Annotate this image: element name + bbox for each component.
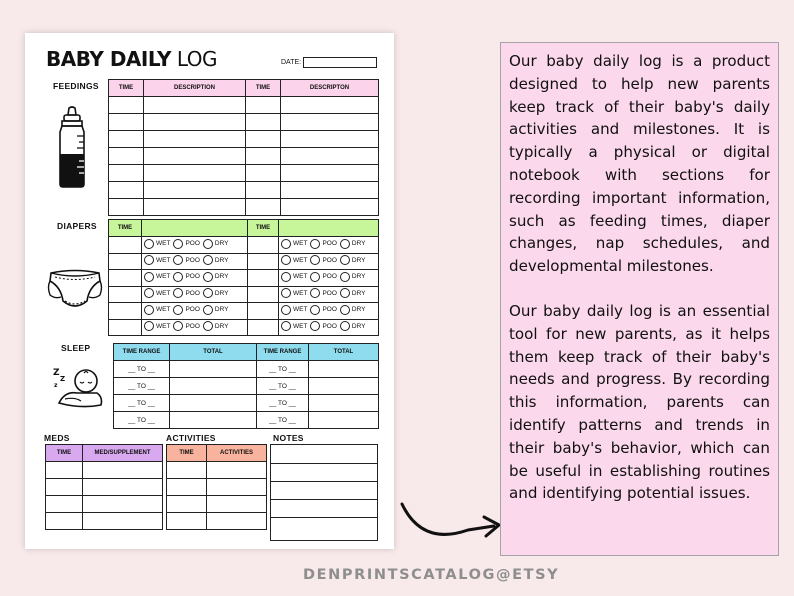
diaper-options xyxy=(142,237,248,254)
diaper-option[interactable] xyxy=(310,239,336,249)
table-row[interactable] xyxy=(114,361,379,378)
diaper-option-label: POO xyxy=(322,322,337,330)
diaper-option[interactable] xyxy=(281,272,307,282)
table-row[interactable] xyxy=(109,319,379,336)
meds-header: MED/SUPPLEMENT xyxy=(83,445,163,462)
table-row[interactable] xyxy=(46,462,163,479)
activities-label: ACTIVITIES xyxy=(166,433,216,443)
description-paragraph: Our baby daily log is a product designed to help new parents keep track of their baby's daily activities and milestones. It is typically a physical or digital notebook with sections for recording important information, such as feeding times, diaper changes, nap schedules, and developmental milestones. xyxy=(509,52,770,276)
diaper-option-label: DRY xyxy=(214,289,229,297)
sleep-header: TIME RANGE xyxy=(257,344,309,361)
time-cell[interactable] xyxy=(109,270,142,287)
notes-line xyxy=(271,517,377,518)
checkbox-circle-icon[interactable] xyxy=(340,288,350,298)
diapers-label: DIAPERS xyxy=(57,221,97,231)
checkbox-circle-icon[interactable] xyxy=(310,272,320,282)
sleeping-baby-icon xyxy=(51,363,105,414)
diaper-options xyxy=(279,270,379,287)
svg-text:z: z xyxy=(54,382,58,389)
time-range: __ TO __ xyxy=(257,361,309,378)
table-row[interactable] xyxy=(109,253,379,270)
diaper-option-label: WET xyxy=(293,240,308,248)
checkbox-circle-icon[interactable] xyxy=(203,321,213,331)
notes-label: NOTES xyxy=(273,433,304,443)
diaper-icon xyxy=(47,267,103,318)
table-row[interactable] xyxy=(167,462,267,479)
notes-line xyxy=(271,499,377,500)
checkbox-circle-icon[interactable] xyxy=(310,239,320,249)
checkbox-circle-icon[interactable] xyxy=(144,255,154,265)
diaper-option-label: POO xyxy=(185,273,200,281)
diaper-option-label: DRY xyxy=(214,240,229,248)
checkbox-circle-icon[interactable] xyxy=(144,305,154,315)
diaper-option-label: DRY xyxy=(214,256,229,264)
time-range: __ TO __ xyxy=(114,378,170,395)
checkbox-circle-icon[interactable] xyxy=(203,255,213,265)
diaper-option[interactable] xyxy=(310,288,336,298)
diaper-option-label: POO xyxy=(322,240,337,248)
date-label: DATE: xyxy=(281,59,302,66)
diaper-option[interactable] xyxy=(310,255,336,265)
table-row[interactable] xyxy=(114,395,379,412)
diaper-option-label: POO xyxy=(185,240,200,248)
diaper-option[interactable] xyxy=(144,288,170,298)
checkbox-circle-icon[interactable] xyxy=(144,288,154,298)
diapers-header: TIME xyxy=(109,220,142,237)
checkbox-circle-icon[interactable] xyxy=(281,321,291,331)
time-cell[interactable] xyxy=(109,237,142,254)
table-row[interactable] xyxy=(46,513,163,530)
time-cell[interactable] xyxy=(248,319,279,336)
table-row[interactable] xyxy=(109,165,379,182)
diaper-options xyxy=(142,319,248,336)
title-bold: BABY DAILY xyxy=(46,47,171,71)
notes-line xyxy=(271,481,377,482)
diaper-option[interactable] xyxy=(203,305,229,315)
checkbox-circle-icon[interactable] xyxy=(310,305,320,315)
meds-header: TIME xyxy=(46,445,83,462)
time-range: __ TO __ xyxy=(257,395,309,412)
diaper-options xyxy=(279,286,379,303)
diaper-option[interactable] xyxy=(310,305,336,315)
table-row[interactable] xyxy=(167,496,267,513)
activities-header: ACTIVITIES xyxy=(207,445,267,462)
diaper-option-label: DRY xyxy=(351,273,366,281)
diaper-option[interactable] xyxy=(281,321,307,331)
diaper-options xyxy=(279,319,379,336)
diaper-option[interactable] xyxy=(144,272,170,282)
diaper-option[interactable] xyxy=(203,255,229,265)
sleep-label: SLEEP xyxy=(61,343,91,353)
diaper-option-label: WET xyxy=(156,273,171,281)
table-row[interactable] xyxy=(109,182,379,199)
checkbox-circle-icon[interactable] xyxy=(310,255,320,265)
diaper-option-label: WET xyxy=(293,289,308,297)
description-paragraph: Our baby daily log is an essential tool for new parents, as it helps them keep track of their baby's needs and progress. By recording this information, parents can identify patterns and trends in their baby's behavior, which can be useful in establishing routines and identifying potential issues. xyxy=(509,301,770,503)
diaper-option[interactable] xyxy=(173,272,199,282)
diapers-header: TIME xyxy=(248,220,279,237)
checkbox-circle-icon[interactable] xyxy=(281,239,291,249)
diaper-option[interactable] xyxy=(144,305,170,315)
diaper-options xyxy=(142,286,248,303)
checkbox-circle-icon[interactable] xyxy=(173,321,183,331)
table-row[interactable] xyxy=(109,148,379,165)
diaper-option[interactable] xyxy=(340,272,366,282)
table-row[interactable] xyxy=(46,479,163,496)
diaper-option-label: POO xyxy=(185,306,200,314)
checkbox-circle-icon[interactable] xyxy=(281,288,291,298)
diaper-option-label: DRY xyxy=(214,322,229,330)
diaper-options xyxy=(142,270,248,287)
feedings-header: TIME xyxy=(109,80,144,97)
svg-text:Z: Z xyxy=(53,368,60,378)
time-cell[interactable] xyxy=(109,303,142,320)
sleep-header: TOTAL xyxy=(309,344,379,361)
diaper-option-label: DRY xyxy=(214,306,229,314)
diaper-option[interactable] xyxy=(281,288,307,298)
diaper-option-label: WET xyxy=(293,256,308,264)
time-cell[interactable] xyxy=(109,286,142,303)
time-cell[interactable] xyxy=(109,253,142,270)
diaper-option[interactable] xyxy=(173,239,199,249)
curved-arrow-icon xyxy=(398,496,506,557)
baby-bottle-icon xyxy=(57,106,87,193)
diaper-option[interactable] xyxy=(203,272,229,282)
diaper-option[interactable] xyxy=(340,321,366,331)
diaper-option[interactable] xyxy=(173,255,199,265)
checkbox-circle-icon[interactable] xyxy=(173,272,183,282)
time-cell[interactable] xyxy=(248,303,279,320)
checkbox-circle-icon[interactable] xyxy=(203,288,213,298)
checkbox-circle-icon[interactable] xyxy=(340,272,350,282)
diaper-option-label: POO xyxy=(185,289,200,297)
diaper-option-label: POO xyxy=(322,306,337,314)
table-row[interactable] xyxy=(114,412,379,429)
diaper-option-label: POO xyxy=(185,322,200,330)
sleep-table xyxy=(113,343,379,429)
diaper-option[interactable] xyxy=(281,239,307,249)
footer-text: DENPRINTSCATALOG@ETSY xyxy=(303,567,560,583)
log-title xyxy=(46,47,217,71)
diaper-option[interactable] xyxy=(340,305,366,315)
diaper-option[interactable] xyxy=(144,321,170,331)
diaper-option-label: DRY xyxy=(351,256,366,264)
diapers-table xyxy=(108,219,379,336)
table-row[interactable] xyxy=(46,496,163,513)
notes-line xyxy=(271,463,377,464)
checkbox-circle-icon[interactable] xyxy=(340,305,350,315)
time-range: __ TO __ xyxy=(257,412,309,429)
checkbox-circle-icon[interactable] xyxy=(281,255,291,265)
time-range: __ TO __ xyxy=(114,412,170,429)
meds-label: MEDS xyxy=(44,433,70,443)
table-row[interactable] xyxy=(109,237,379,254)
svg-text:Z: Z xyxy=(60,375,66,383)
diaper-option[interactable] xyxy=(203,239,229,249)
diaper-option-label: POO xyxy=(185,256,200,264)
checkbox-circle-icon[interactable] xyxy=(144,239,154,249)
diaper-option-label: WET xyxy=(293,273,308,281)
diaper-option-label: DRY xyxy=(351,306,366,314)
table-row[interactable] xyxy=(114,378,379,395)
diaper-option[interactable] xyxy=(173,321,199,331)
diaper-options xyxy=(142,253,248,270)
diaper-option[interactable] xyxy=(310,321,336,331)
feedings-table xyxy=(108,79,379,216)
diaper-option-label: WET xyxy=(156,289,171,297)
table-row[interactable] xyxy=(109,270,379,287)
diaper-option-label: WET xyxy=(156,322,171,330)
diaper-options xyxy=(279,237,379,254)
checkbox-circle-icon[interactable] xyxy=(203,239,213,249)
checkbox-circle-icon[interactable] xyxy=(340,321,350,331)
feedings-label: FEEDINGS xyxy=(53,81,99,91)
diapers-header xyxy=(279,220,379,237)
title-light: LOG xyxy=(176,47,217,71)
time-range: __ TO __ xyxy=(114,395,170,412)
diaper-option[interactable] xyxy=(173,305,199,315)
diaper-option[interactable] xyxy=(281,255,307,265)
diaper-options xyxy=(279,303,379,320)
table-row[interactable] xyxy=(109,286,379,303)
sleep-header: TOTAL xyxy=(170,344,257,361)
time-range: __ TO __ xyxy=(257,378,309,395)
activities-table xyxy=(166,444,267,530)
diaper-option[interactable] xyxy=(203,321,229,331)
checkbox-circle-icon[interactable] xyxy=(144,272,154,282)
checkbox-circle-icon[interactable] xyxy=(173,288,183,298)
feedings-header: DESCRIPTON xyxy=(281,80,379,97)
table-row[interactable] xyxy=(167,479,267,496)
diaper-option[interactable] xyxy=(173,288,199,298)
feedings-header: DESCRIPTION xyxy=(144,80,246,97)
checkbox-circle-icon[interactable] xyxy=(281,305,291,315)
table-row[interactable] xyxy=(109,97,379,114)
description-panel xyxy=(500,42,779,556)
checkbox-circle-icon[interactable] xyxy=(173,255,183,265)
table-row[interactable] xyxy=(109,131,379,148)
diaper-option-label: DRY xyxy=(351,322,366,330)
diaper-option-label: WET xyxy=(156,240,171,248)
time-cell[interactable] xyxy=(248,253,279,270)
checkbox-circle-icon[interactable] xyxy=(310,321,320,331)
diaper-option[interactable] xyxy=(281,305,307,315)
notes-box[interactable] xyxy=(270,444,378,541)
date-field[interactable] xyxy=(303,57,377,68)
sleep-header: TIME RANGE xyxy=(114,344,170,361)
log-sheet xyxy=(25,33,394,549)
time-range: __ TO __ xyxy=(114,361,170,378)
diaper-options xyxy=(279,253,379,270)
checkbox-circle-icon[interactable] xyxy=(203,305,213,315)
time-cell[interactable] xyxy=(248,237,279,254)
diaper-option-label: POO xyxy=(322,289,337,297)
diaper-option-label: DRY xyxy=(351,240,366,248)
meds-table xyxy=(45,444,163,530)
diaper-option-label: POO xyxy=(322,256,337,264)
time-cell[interactable] xyxy=(109,319,142,336)
table-row[interactable] xyxy=(109,303,379,320)
diaper-option[interactable] xyxy=(310,272,336,282)
checkbox-circle-icon[interactable] xyxy=(144,321,154,331)
diaper-option[interactable] xyxy=(144,239,170,249)
diaper-option-label: WET xyxy=(156,256,171,264)
diaper-option[interactable] xyxy=(144,255,170,265)
checkbox-circle-icon[interactable] xyxy=(173,305,183,315)
diaper-option-label: DRY xyxy=(351,289,366,297)
table-row[interactable] xyxy=(109,199,379,216)
checkbox-circle-icon[interactable] xyxy=(340,255,350,265)
diaper-option[interactable] xyxy=(340,288,366,298)
diaper-option-label: DRY xyxy=(214,273,229,281)
checkbox-circle-icon[interactable] xyxy=(203,272,213,282)
diaper-option-label: WET xyxy=(293,322,308,330)
feedings-header: TIME xyxy=(246,80,281,97)
checkbox-circle-icon[interactable] xyxy=(281,272,291,282)
time-cell[interactable] xyxy=(248,270,279,287)
diaper-options xyxy=(142,303,248,320)
table-row[interactable] xyxy=(167,513,267,530)
checkbox-circle-icon[interactable] xyxy=(310,288,320,298)
diaper-option-label: POO xyxy=(322,273,337,281)
diaper-option-label: WET xyxy=(293,306,308,314)
diaper-option[interactable] xyxy=(340,239,366,249)
activities-header: TIME xyxy=(167,445,207,462)
diapers-header xyxy=(142,220,248,237)
checkbox-circle-icon[interactable] xyxy=(340,239,350,249)
checkbox-circle-icon[interactable] xyxy=(173,239,183,249)
time-cell[interactable] xyxy=(248,286,279,303)
diaper-option[interactable] xyxy=(203,288,229,298)
table-row[interactable] xyxy=(109,114,379,131)
diaper-option-label: WET xyxy=(156,306,171,314)
diaper-option[interactable] xyxy=(340,255,366,265)
